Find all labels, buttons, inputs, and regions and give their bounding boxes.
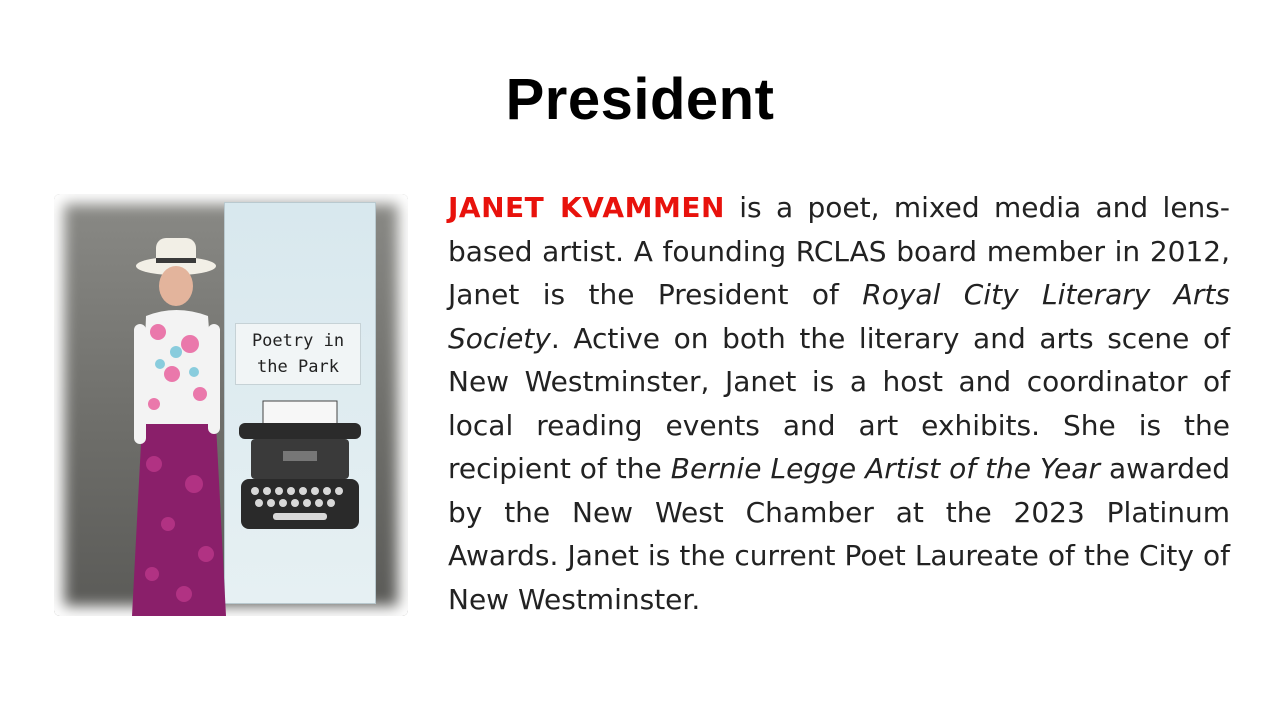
award-name: Bernie Legge Artist of the Year <box>670 452 1100 485</box>
woman-figure <box>124 224 234 616</box>
person-name: JANET KVAMMEN <box>448 191 725 224</box>
bio-text-part-2: . Active on both the literary and arts scene of New Westminster, Janet is a host and coordinator of local reading events and art exhibits. She is the recipient of the <box>448 321 1230 485</box>
bio-text-part-1: is a poet, mixed media and lens-based artist. A founding RCLAS board member in 2012, Janet is the President of <box>448 191 1230 311</box>
poetry-banner <box>224 202 376 604</box>
typewriter-illustration <box>233 393 367 543</box>
banner-line-2: the Park <box>257 357 339 377</box>
banner-caption <box>235 323 361 385</box>
bio-text-part-3: awarded by the New West Chamber at the 2023 Platinum Awards. Janet is the current Poet Laureate of the City of New Westminster. <box>448 452 1230 616</box>
organization-name: Royal City Literary Arts Society <box>448 278 1230 355</box>
bio-paragraph <box>448 186 1230 621</box>
slide-title: President <box>505 67 775 132</box>
banner-line-1: Poetry in <box>251 331 345 351</box>
portrait-photo <box>42 182 420 628</box>
photo-frame <box>54 194 408 616</box>
